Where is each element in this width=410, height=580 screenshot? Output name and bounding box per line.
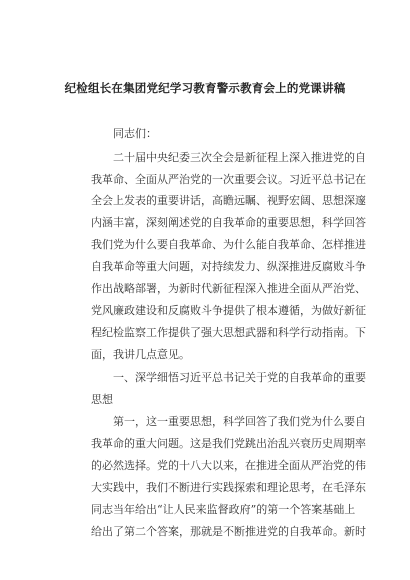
body-line: 内涵丰富，深刻阐述党的自我革命的重要思想，科学回答 (91, 216, 366, 229)
body-line: 大实践中，我们不断进行实践探索和理论思考，在毛泽东 (91, 481, 366, 494)
body-line: 第一，这一重要思想，科学回答了我们党为什么要自 (113, 415, 366, 428)
body-line: 我革命的重大问题。这是我们党跳出治乱兴衰历史周期率 (91, 437, 366, 450)
body-line: 全会上发表的重要讲话，高瞻远瞩、视野宏阔、思想深邃 (91, 194, 366, 207)
body-line: 同志当年给出“让人民来监督政府”的第一个答案基础上 (91, 503, 356, 516)
body-line: 我们党为什么要自我革命、为什么能自我革命、怎样推进 (91, 238, 366, 251)
body-line: 作出战略部署，为新时代新征程深入推进全面从严治党、 (91, 282, 366, 295)
section-heading: 思想 (91, 393, 113, 406)
body-line: 程纪检监察工作提供了强大思想武器和科学行动指南。下 (91, 326, 366, 339)
body-line: 自我革命等重大问题，对持续发力、纵深推进反腐败斗争 (91, 260, 366, 273)
body-line: 给出了第二个答案，那就是不断推进党的自我革命。新时 (91, 525, 366, 538)
page-title: 纪检组长在集团党纪学习教育警示教育会上的党课讲稿 (64, 81, 346, 95)
body-line: 面，我讲几点意见。 (91, 348, 190, 361)
section-heading: 一、深学细悟习近平总书记关于党的自我革命的重要 (113, 371, 366, 384)
body-line: 我革命、全面从严治党的一次重要会议。习近平总书记在 (91, 173, 366, 186)
body-line: 党风廉政建设和反腐败斗争提供了根本遵循，为做好新征 (91, 304, 366, 317)
body-line: 的必然选择。党的十八大以来，在推进全面从严治党的伟 (91, 459, 366, 472)
salutation: 同志们： (113, 127, 157, 140)
body-line: 二十届中央纪委三次全会是新征程上深入推进党的自 (113, 151, 366, 164)
